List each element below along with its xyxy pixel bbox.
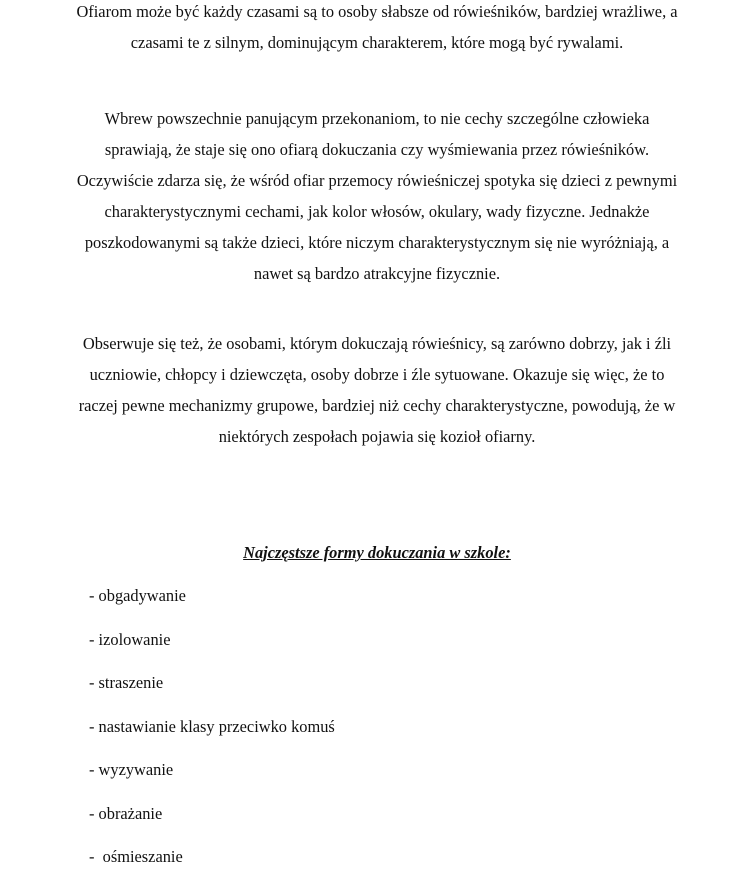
paragraph-misconceptions: Wbrew powszechnie panującym przekonaniom, to nie cechy szczególne człowieka sprawiają, że staje się ono ofiarą dokuczania czy wyśmiewania przez rówieśników. Oczywiście zdarza się, że wśród ofiar przemocy rówieśniczej spotyka się dzieci z pewnymi charakterystycznymi cechami, jak kolor włosów, okulary, wady fizyczne. Jednakże poszkodowanymi są także dzieci, które niczym charakterystycznym się nie wyróżniają, a nawet są bardzo atrakcyjne fizycznie. (76, 109, 678, 283)
list-item: - straszenie (89, 673, 164, 692)
paragraph-group-mechanisms: Obserwuje się też, że osobami, którym dokuczają rówieśnicy, są zarówno dobrzy, jak i źli uczniowie, chłopcy i dziewczęta, osoby dobrze i źle sytuowane. Okazuje się więc, że to raczej pewne mechanizmy grupowe, bardziej niż cechy charakterystyczne, powodują, że w niektórych zespołach pojawia się kozioł ofiarny. (78, 334, 676, 446)
section-heading: Najczęstsze formy dokuczania w szkole: (243, 543, 511, 562)
list-item: - nastawianie klasy przeciwko komuś (89, 716, 335, 736)
list-item: - obgadywanie (89, 586, 186, 605)
list-item: - ośmieszanie (89, 847, 183, 866)
list-item: - wyzywanie (89, 760, 174, 779)
bullying-forms-list (89, 580, 689, 885)
list-item: - obrażanie (89, 803, 163, 823)
paragraph-victims: Ofiarom może być każdy czasami są to osoby słabsze od rówieśników, bardziej wrażliwe, a czasami te z silnym, dominującym charakterem, które mogą być rywalami. (76, 2, 678, 52)
list-item: - izolowanie (89, 629, 171, 649)
